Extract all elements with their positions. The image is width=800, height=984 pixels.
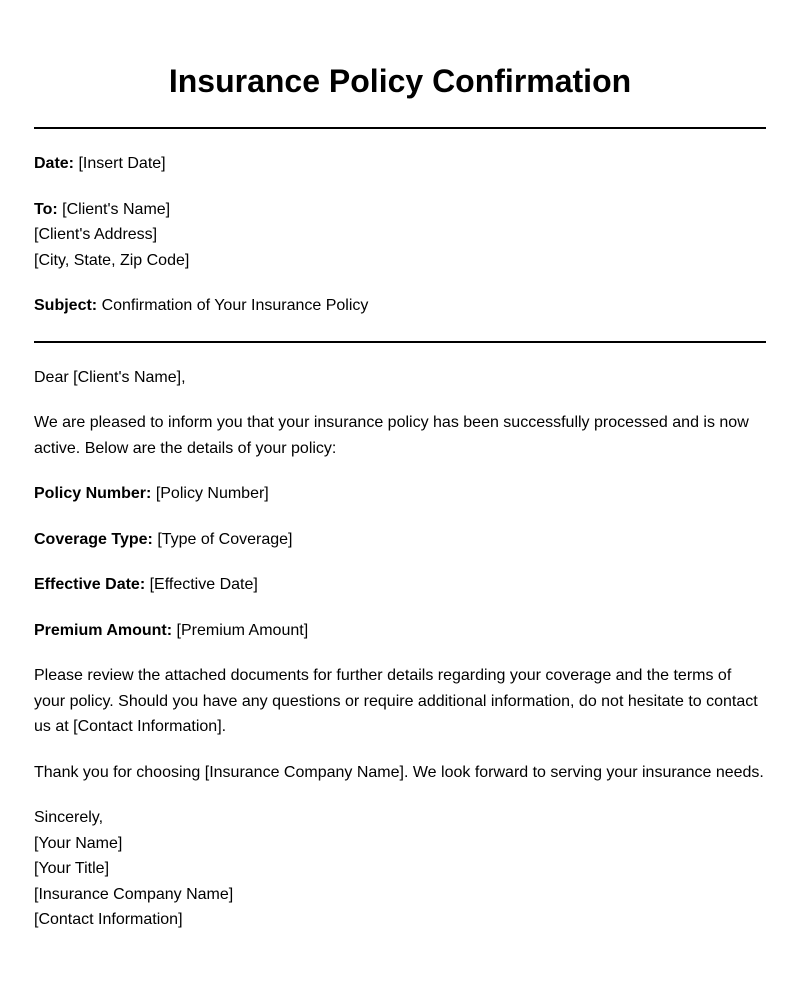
greeting: Dear [Client's Name], [34,368,186,386]
review-paragraph: Please review the attached documents for further details regarding your coverage and the terms of your policy. Should you have any questions or require additional information, do not hesitate to contact us at [Contact Information]. [34,667,758,735]
field-value: [Type of Coverage] [157,530,293,548]
signature-block [34,805,766,933]
date-value: [Insert Date] [78,155,166,172]
sign-off: Sincerely, [34,809,104,826]
document-title: Insurance Policy Confirmation [168,63,632,99]
signer-company: [Insurance Company Name] [34,885,234,903]
coverage-type-field [34,527,766,553]
effective-date-field [34,572,766,598]
header-divider [34,127,766,129]
premium-amount-field [34,618,766,644]
signer-title: [Your Title] [34,860,110,877]
field-label: Effective Date: [34,576,146,593]
policy-number-field [34,481,766,507]
recipient-name: [Client's Name] [62,200,171,218]
subject-value: Confirmation of Your Insurance Policy [101,297,369,314]
field-label: Premium Amount: [34,621,173,639]
field-value: [Policy Number] [155,485,269,502]
subject-label: Subject: [34,297,98,314]
subject-divider [34,341,766,343]
field-label: Policy Number: [34,485,152,502]
to-label: To: [34,200,58,218]
thanks-paragraph: Thank you for choosing [Insurance Company Name]. We look forward to serving your insurance needs. [34,763,764,781]
recipient-city: [City, State, Zip Code] [34,251,190,269]
subject-line [34,293,766,319]
recipient-name-line [34,197,766,223]
date-line [34,151,766,177]
signer-contact: [Contact Information] [34,911,183,928]
field-value: [Effective Date] [149,576,258,593]
intro-paragraph: We are pleased to inform you that your insurance policy has been successfully processed and is now active. Below are the details of your policy: [34,414,749,457]
recipient-address: [Client's Address] [34,226,158,243]
date-label: Date: [34,155,75,172]
field-label: Coverage Type: [34,530,153,548]
field-value: [Premium Amount] [176,621,309,639]
signer-name: [Your Name] [34,834,123,852]
recipient-block [34,197,766,274]
